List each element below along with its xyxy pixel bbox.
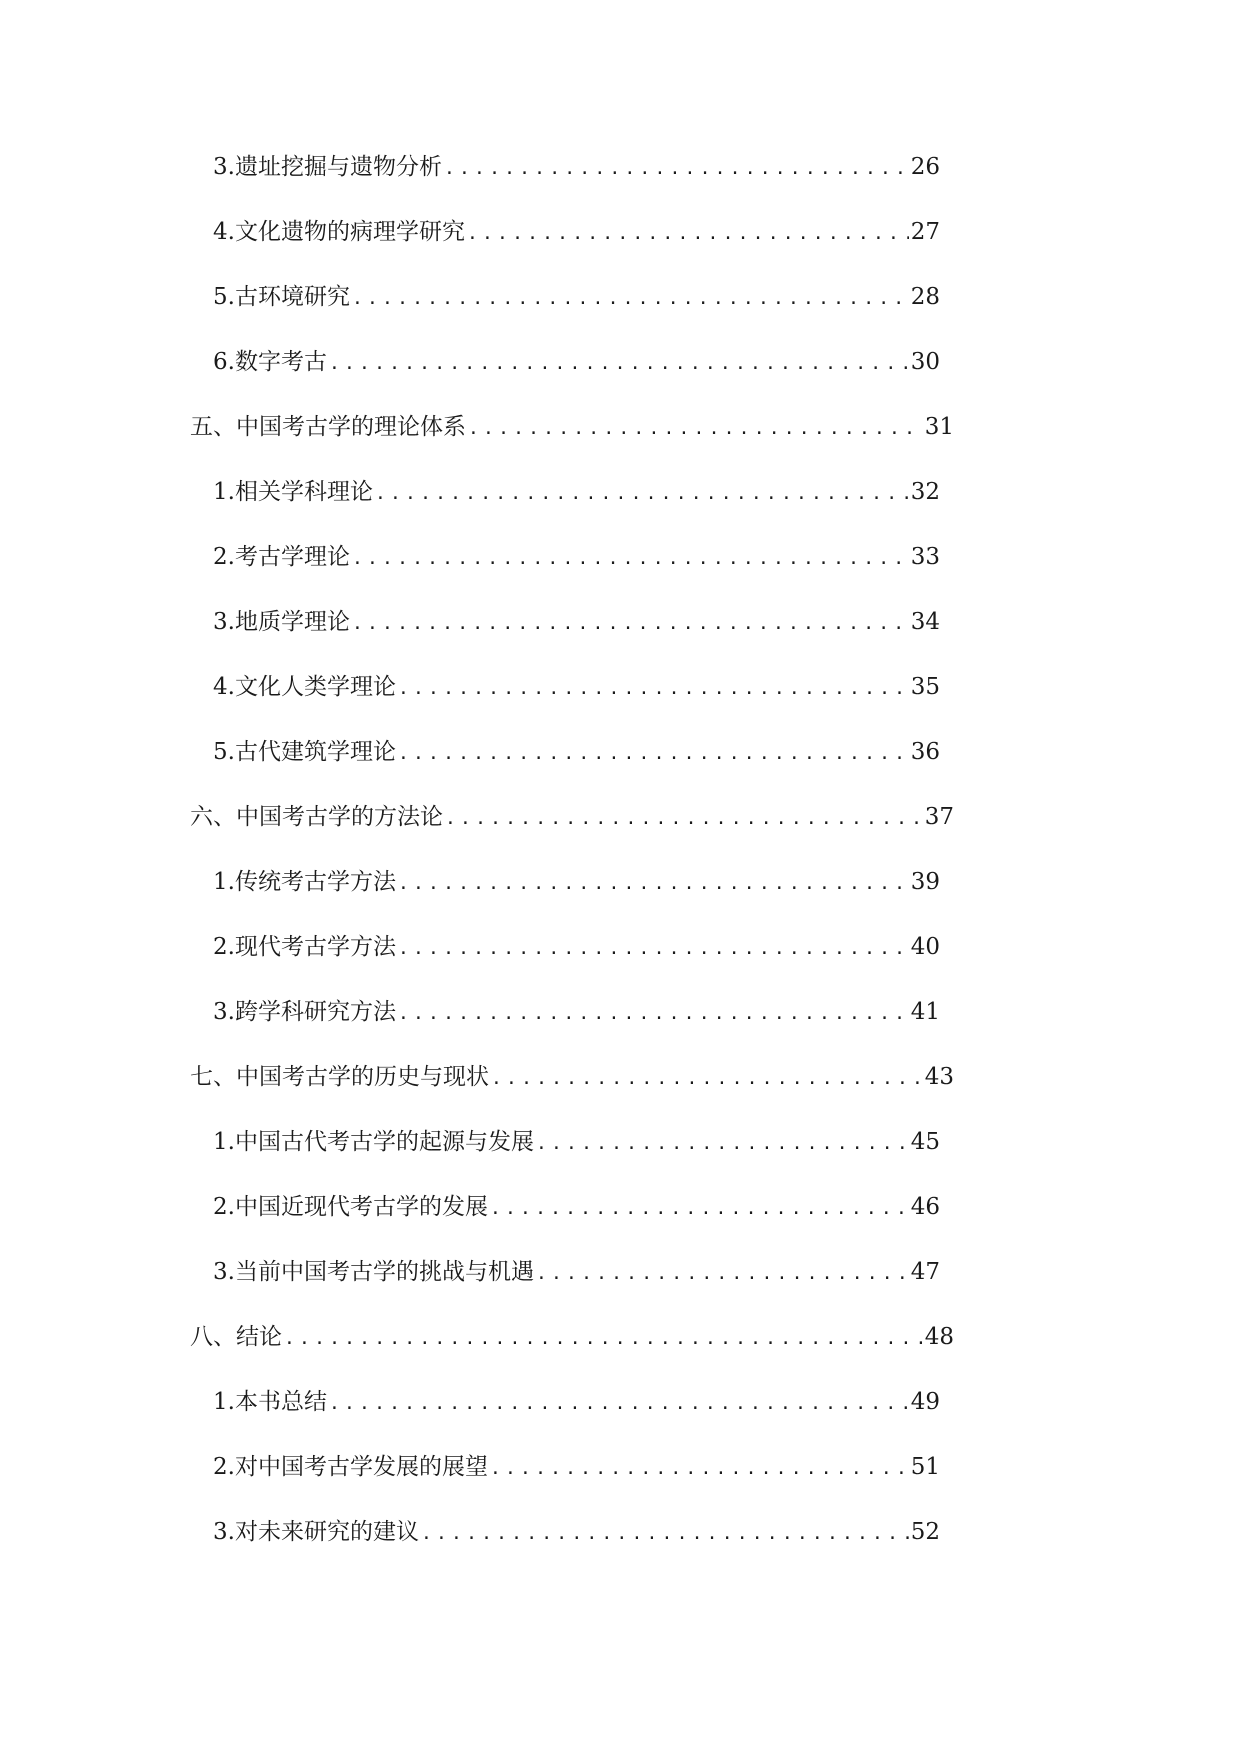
chapter-title: 八、结论 <box>190 1324 282 1350</box>
entry-page-number: 51 <box>910 1454 940 1480</box>
dot-leader <box>489 1059 923 1099</box>
entry-page-number: 34 <box>910 609 940 635</box>
entry-page-number: 49 <box>910 1389 940 1415</box>
entry-title: 中国古代考古学的起源与发展 <box>234 1129 534 1155</box>
entry-page-number: 30 <box>910 349 940 375</box>
dot-leader <box>373 474 909 514</box>
toc-entry[interactable] <box>213 212 940 252</box>
entry-page-number: 46 <box>910 1194 940 1220</box>
entry-number: 6. <box>213 349 235 375</box>
entry-title: 文化遗物的病理学研究 <box>234 219 465 245</box>
entry-number: 3. <box>213 999 235 1025</box>
entry-title: 地质学理论 <box>234 609 350 635</box>
entry-page-number: 26 <box>910 154 940 180</box>
toc-entry[interactable] <box>213 537 940 577</box>
dot-leader <box>443 799 923 839</box>
entry-page-number: 36 <box>910 739 940 765</box>
dot-leader <box>350 279 909 319</box>
toc-entry[interactable] <box>213 862 940 902</box>
entry-page-number: 43 <box>924 1064 954 1090</box>
entry-page-number: 28 <box>910 284 940 310</box>
entry-number: 2. <box>213 1454 235 1480</box>
entry-page-number: 37 <box>924 804 954 830</box>
dot-leader <box>466 409 923 449</box>
entry-title: 文化人类学理论 <box>234 674 396 700</box>
entry-page-number: 35 <box>910 674 940 700</box>
dot-leader <box>442 149 909 189</box>
entry-title: 现代考古学方法 <box>234 934 396 960</box>
entry-page-number: 31 <box>924 414 954 440</box>
toc-entry[interactable] <box>213 1252 940 1292</box>
entry-page-number: 33 <box>910 544 940 570</box>
dot-leader <box>534 1254 909 1294</box>
dot-leader <box>488 1189 909 1229</box>
entry-page-number: 45 <box>910 1129 940 1155</box>
entry-number: 2. <box>213 1194 235 1220</box>
toc-entry[interactable] <box>213 732 940 772</box>
entry-page-number: 40 <box>910 934 940 960</box>
chapter-title: 五、中国考古学的理论体系 <box>190 414 466 440</box>
entry-number: 2. <box>213 544 235 570</box>
entry-title: 相关学科理论 <box>234 479 373 505</box>
entry-number: 3. <box>213 154 235 180</box>
entry-page-number: 52 <box>910 1519 940 1545</box>
entry-number: 5. <box>213 284 235 310</box>
entry-page-number: 27 <box>910 219 940 245</box>
entry-number: 3. <box>213 609 235 635</box>
entry-title: 遗址挖掘与遗物分析 <box>234 154 442 180</box>
entry-number: 4. <box>213 674 235 700</box>
toc-entry[interactable] <box>213 1122 940 1162</box>
toc-entry[interactable] <box>213 1447 940 1487</box>
entry-title: 对未来研究的建议 <box>234 1519 419 1545</box>
toc-entry[interactable] <box>213 1187 940 1227</box>
entry-number: 2. <box>213 934 235 960</box>
toc-chapter-entry[interactable] <box>190 1317 954 1357</box>
dot-leader <box>396 669 909 709</box>
dot-leader <box>465 214 909 254</box>
entry-number: 1. <box>213 1389 235 1415</box>
entry-title: 古环境研究 <box>234 284 350 310</box>
dot-leader <box>396 929 909 969</box>
entry-number: 3. <box>213 1259 235 1285</box>
toc-entry[interactable] <box>213 147 940 187</box>
entry-title: 对中国考古学发展的展望 <box>234 1454 488 1480</box>
dot-leader <box>396 734 909 774</box>
dot-leader <box>350 604 909 644</box>
entry-title: 当前中国考古学的挑战与机遇 <box>234 1259 534 1285</box>
toc-entry[interactable] <box>213 667 940 707</box>
dot-leader <box>282 1319 923 1359</box>
toc-chapter-entry[interactable] <box>190 797 954 837</box>
toc-entry[interactable] <box>213 927 940 967</box>
entry-number: 4. <box>213 219 235 245</box>
toc-entry[interactable] <box>213 992 940 1032</box>
toc-entry[interactable] <box>213 342 940 382</box>
entry-title: 古代建筑学理论 <box>234 739 396 765</box>
chapter-title: 七、中国考古学的历史与现状 <box>190 1064 489 1090</box>
entry-page-number: 47 <box>910 1259 940 1285</box>
entry-page-number: 39 <box>910 869 940 895</box>
dot-leader <box>396 994 909 1034</box>
entry-number: 1. <box>213 869 235 895</box>
entry-number: 1. <box>213 1129 235 1155</box>
toc-entry[interactable] <box>213 602 940 642</box>
chapter-title: 六、中国考古学的方法论 <box>190 804 443 830</box>
entry-number: 5. <box>213 739 235 765</box>
entry-page-number: 41 <box>910 999 940 1025</box>
entry-title: 跨学科研究方法 <box>234 999 396 1025</box>
toc-entry[interactable] <box>213 1512 940 1552</box>
entry-title: 本书总结 <box>234 1389 327 1415</box>
entry-title: 传统考古学方法 <box>234 869 396 895</box>
toc-chapter-entry[interactable] <box>190 407 954 447</box>
entry-title: 考古学理论 <box>234 544 350 570</box>
toc-entry[interactable] <box>213 277 940 317</box>
entry-page-number: 48 <box>924 1324 954 1350</box>
dot-leader <box>419 1514 909 1554</box>
dot-leader <box>327 1384 909 1424</box>
toc-entry[interactable] <box>213 1382 940 1422</box>
dot-leader <box>488 1449 909 1489</box>
entry-page-number: 32 <box>910 479 940 505</box>
entry-title: 中国近现代考古学的发展 <box>234 1194 488 1220</box>
toc-chapter-entry[interactable] <box>190 1057 954 1097</box>
toc-entry[interactable] <box>213 472 940 512</box>
entry-title: 数字考古 <box>234 349 327 375</box>
dot-leader <box>396 864 909 904</box>
dot-leader <box>327 344 909 384</box>
entry-number: 3. <box>213 1519 235 1545</box>
entry-number: 1. <box>213 479 235 505</box>
dot-leader <box>350 539 909 579</box>
dot-leader <box>534 1124 909 1164</box>
